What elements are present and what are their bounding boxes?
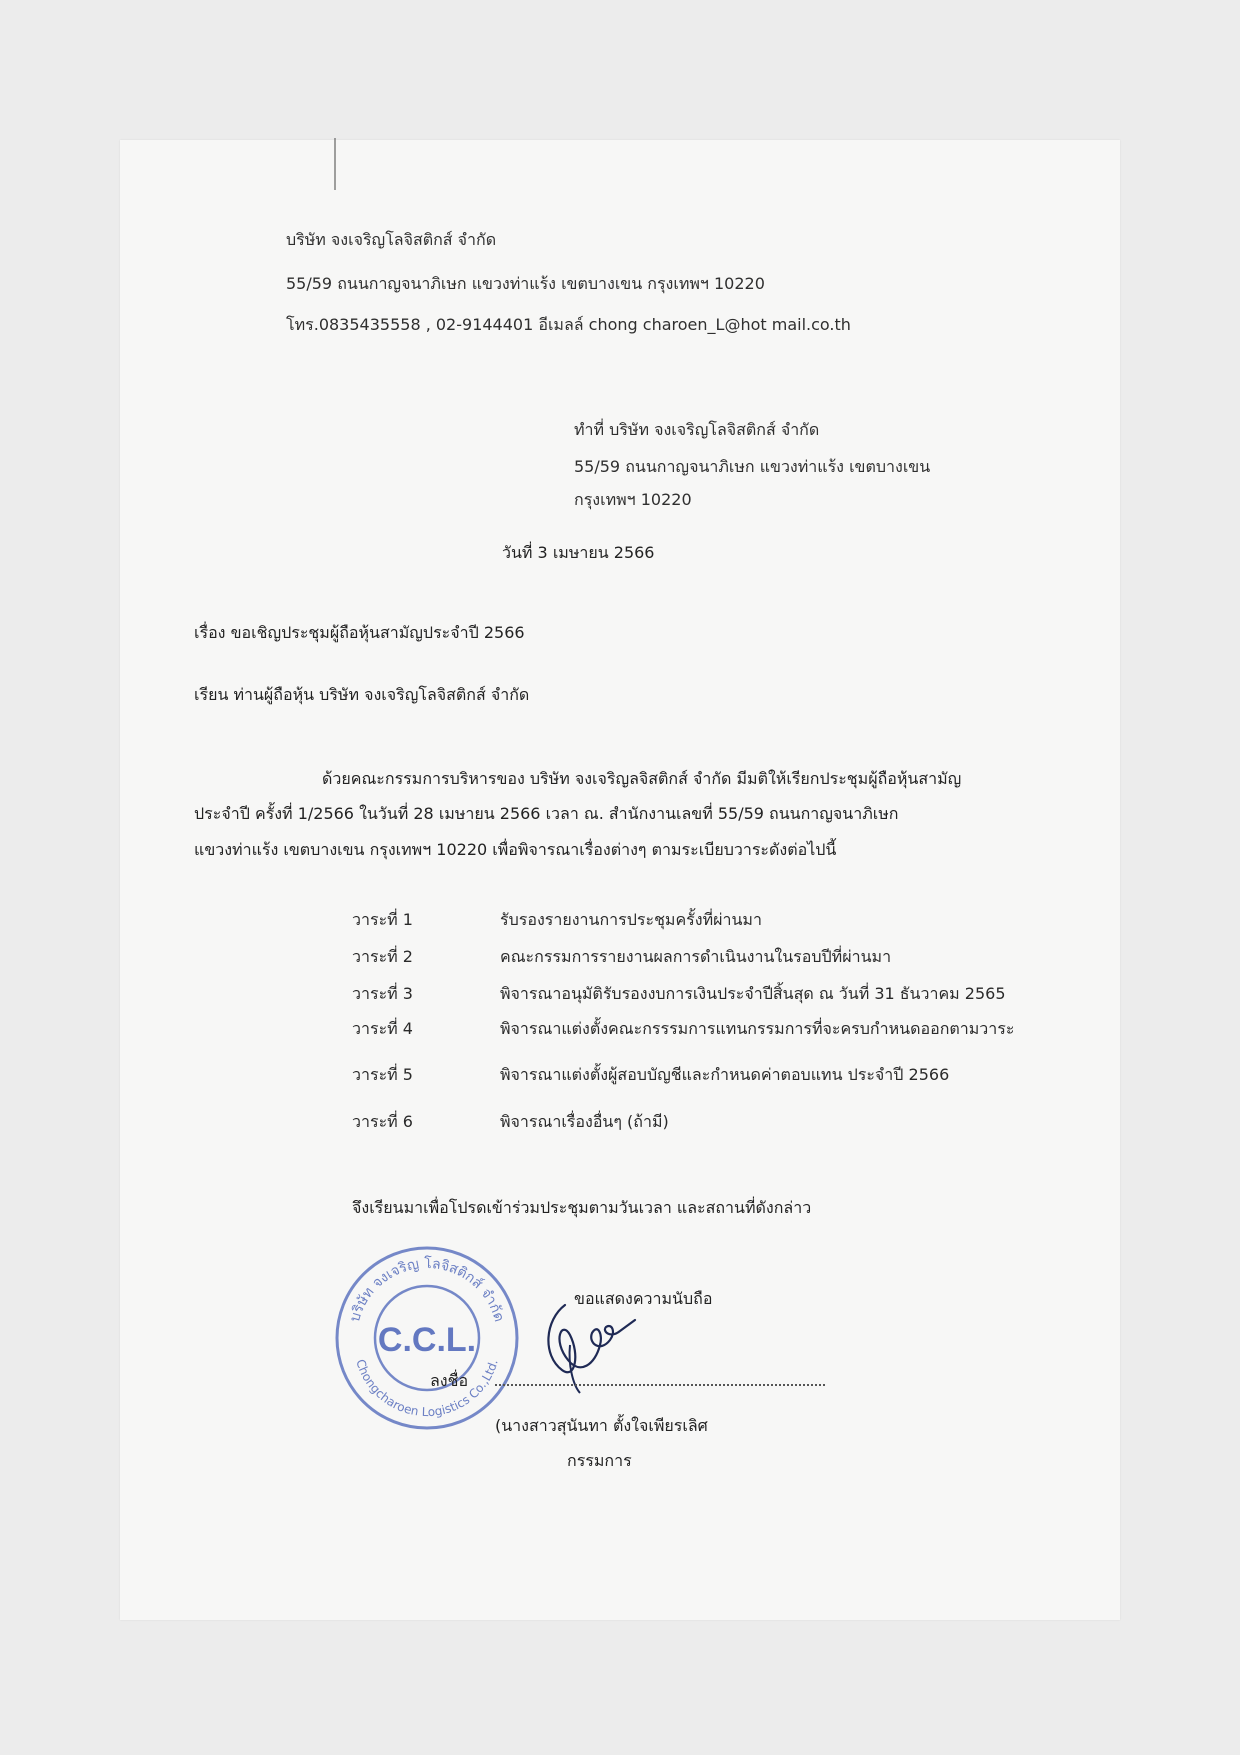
svg-text:บริษัท จงเจริญ โลจิสติกส์ จำกั <box>347 1255 507 1324</box>
agenda-item-text: พิจารณาแต่งตั้งคณะกรรรมการแทนกรรมการที่จะครบกำหนดออกตามวาระ <box>500 1019 1015 1038</box>
sign-label: ลงชื่อ <box>430 1371 469 1390</box>
paper-crease <box>334 138 336 190</box>
letterhead-address: 55/59 ถนนกาญจนาภิเษก แขวงท่าแร้ง เขตบางเขน กรุงเทพฯ 10220 <box>286 274 765 293</box>
letterhead-contact: โทร.0835435558 , 02-9144401 อีเมลล์ chong charoen_L@hot mail.co.th <box>286 315 851 334</box>
seal-ring-top-text: บริษัท จงเจริญ โลจิสติกส์ จำกัด <box>347 1255 507 1324</box>
location-line-2: 55/59 ถนนกาญจนาภิเษก แขวงท่าแร้ง เขตบางเขน <box>574 457 931 476</box>
agenda-item-text: รับรองรายงานการประชุมครั้งที่ผ่านมา <box>500 910 762 929</box>
letter-date: วันที่ 3 เมษายน 2566 <box>502 543 655 562</box>
svg-text:Chongcharoen Logistics Co.,Ltd <box>353 1358 500 1420</box>
letter-recipient: เรียน ท่านผู้ถือหุ้น บริษัท จงเจริญโลจิสติกส์ จำกัด <box>194 685 530 704</box>
body-line-2: ประจำปี ครั้งที่ 1/2566 ในวันที่ 28 เมษายน 2566 เวลา ณ. สำนักงานเลขที่ 55/59 ถนนกาญจนาภิเษก <box>194 804 899 823</box>
agenda-number: วาระที่ 3 <box>352 984 413 1003</box>
letterhead-company: บริษัท จงเจริญโลจิสติกส์ จำกัด <box>286 230 497 249</box>
seal-center-text: C.C.L. <box>377 1321 477 1359</box>
agenda-item-text: คณะกรรมการรายงานผลการดำเนินงานในรอบปีที่ผ่านมา <box>500 947 892 966</box>
letter-subject: เรื่อง ขอเชิญประชุมผู้ถือหุ้นสามัญประจำปี 2566 <box>194 623 525 642</box>
agenda-number: วาระที่ 4 <box>352 1019 413 1038</box>
company-seal-stamp <box>332 1243 522 1433</box>
regards-line: ขอแสดงความนับถือ <box>574 1289 713 1308</box>
seal-ring-bottom-text: Chongcharoen Logistics Co.,Ltd. <box>353 1357 501 1420</box>
signer-title: กรรมการ <box>567 1451 632 1470</box>
agenda-number: วาระที่ 2 <box>352 947 413 966</box>
signer-name: (นางสาวสุนันทา ตั้งใจเพียรเลิศ <box>495 1416 708 1435</box>
signature-dotted-line <box>495 1384 825 1386</box>
handwritten-signature <box>540 1295 650 1395</box>
location-line-1: ทำที่ บริษัท จงเจริญโลจิสติกส์ จำกัด <box>574 420 820 439</box>
body-line-3: แขวงท่าแร้ง เขตบางเขน กรุงเทพฯ 10220 เพื่อพิจารณาเรื่องต่างๆ ตามระเบียบวาระดังต่อไปนี้ <box>194 840 837 859</box>
agenda-item-text: พิจารณาแต่งตั้งผู้สอบบัญชีและกำหนดค่าตอบแทน ประจำปี 2566 <box>500 1065 950 1084</box>
document-page <box>120 140 1120 1620</box>
closing-line: จึงเรียนมาเพื่อโปรดเข้าร่วมประชุมตามวันเวลา และสถานที่ดังกล่าว <box>352 1198 812 1217</box>
location-line-3: กรุงเทพฯ 10220 <box>574 490 692 509</box>
agenda-item-text: พิจารณาอนุมัติรับรองงบการเงินประจำปีสิ้นสุด ณ วันที่ 31 ธันวาคม 2565 <box>500 984 1006 1003</box>
agenda-number: วาระที่ 1 <box>352 910 413 929</box>
body-line-1: ด้วยคณะกรรมการบริหารของ บริษัท จงเจริญลจิสติกส์ จำกัด มีมติให้เรียกประชุมผู้ถือหุ้นสามัญ <box>322 769 962 788</box>
agenda-number: วาระที่ 6 <box>352 1112 413 1131</box>
agenda-item-text: พิจารณาเรื่องอื่นๆ (ถ้ามี) <box>500 1112 669 1131</box>
agenda-number: วาระที่ 5 <box>352 1065 413 1084</box>
